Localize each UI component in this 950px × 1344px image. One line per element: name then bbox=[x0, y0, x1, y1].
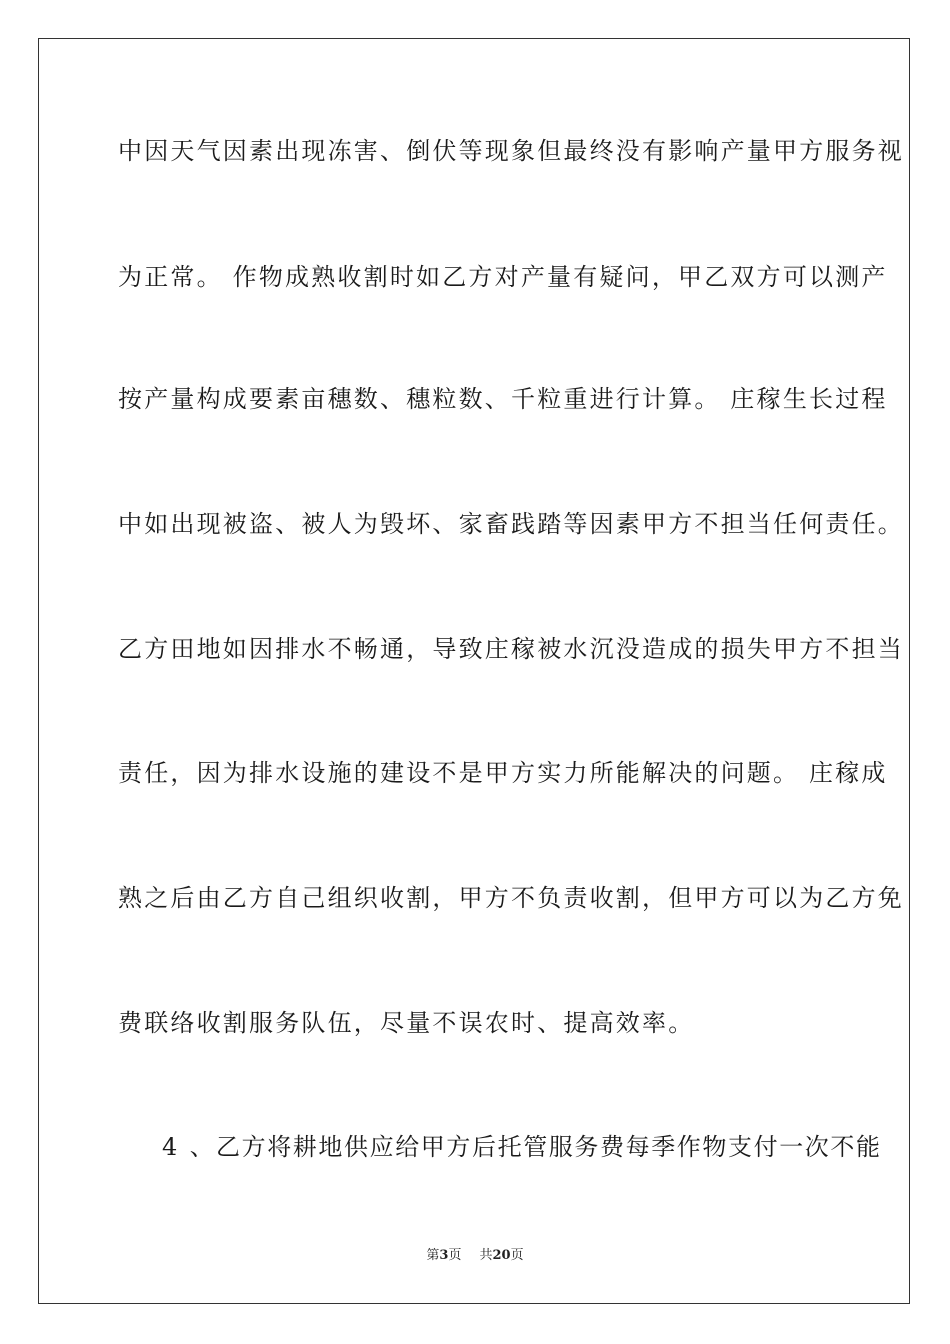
body-line-1: 中因天气因素出现冻害、倒伏等现象但最终没有影响产量甲方服务视 bbox=[118, 137, 904, 165]
page-border bbox=[38, 38, 910, 1304]
page-suffix: 页 bbox=[448, 1248, 462, 1263]
total-suffix: 页 bbox=[510, 1248, 524, 1263]
body-line-6: 责任，因为排水设施的建设不是甲方实力所能解决的问题。 庄稼成 bbox=[118, 759, 888, 787]
body-line-7: 熟之后由乙方自己组织收割，甲方不负责收割，但甲方可以为乙方免 bbox=[118, 884, 904, 912]
total-pages: 20 bbox=[492, 1248, 511, 1263]
body-line-2: 为正常。 作物成熟收割时如乙方对产量有疑问，甲乙双方可以测产 bbox=[118, 263, 888, 291]
list-item-4 bbox=[118, 1132, 882, 1162]
list-item-text: 乙方将耕地供应给甲方后托管服务费每季作物支付一次不能 bbox=[216, 1133, 882, 1161]
body-line-3: 按产量构成要素亩穗数、穗粒数、千粒重进行计算。 庄稼生长过程 bbox=[118, 385, 888, 413]
page-footer bbox=[0, 1244, 950, 1263]
list-item-number: 4、 bbox=[162, 1133, 216, 1161]
body-line-5: 乙方田地如因排水不畅通，导致庄稼被水沉没造成的损失甲方不担当 bbox=[118, 635, 904, 663]
page-prefix: 第 bbox=[426, 1248, 440, 1263]
body-line-4: 中如出现被盗、被人为毁坏、家畜践踏等因素甲方不担当任何责任。 bbox=[118, 510, 904, 538]
total-prefix: 共 bbox=[479, 1248, 493, 1263]
body-line-8: 费联络收割服务队伍，尽量不误农时、提高效率。 bbox=[118, 1009, 695, 1037]
page-number: 3 bbox=[439, 1248, 449, 1263]
